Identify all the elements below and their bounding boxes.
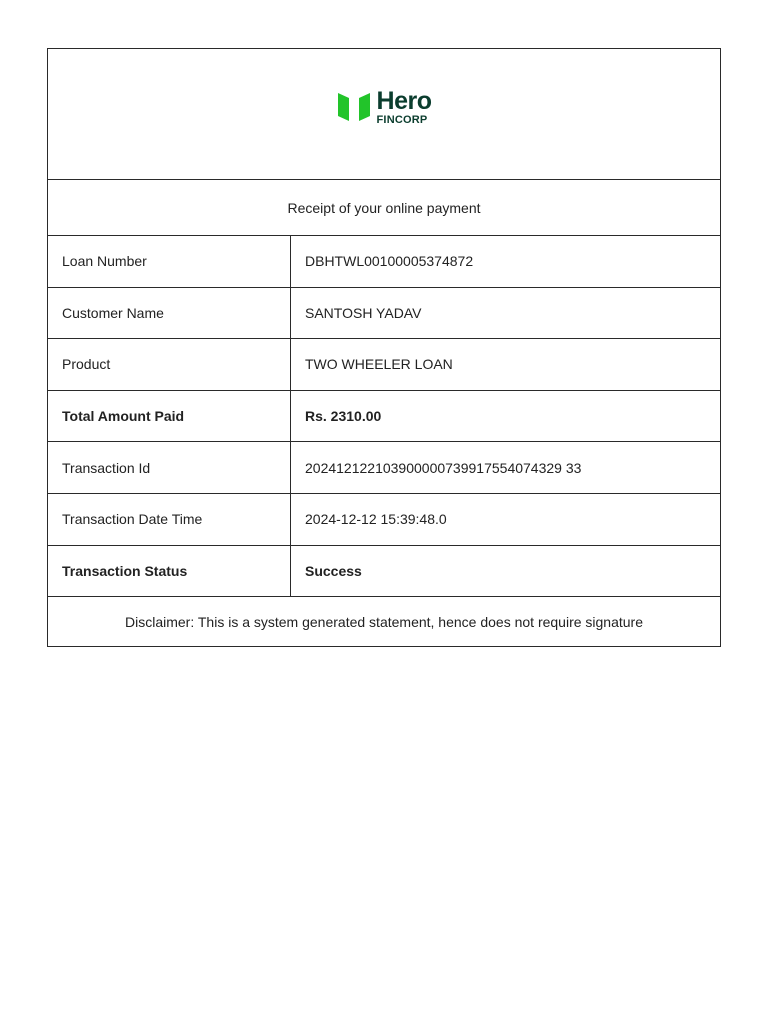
row-value: 2024-12-12 15:39:48.0: [305, 511, 447, 528]
row-label: Transaction Date Time: [48, 494, 291, 545]
row-label: Product: [48, 339, 291, 390]
logo-word: Hero: [376, 86, 432, 115]
table-row-customer-name: [48, 288, 720, 340]
disclaimer: Disclaimer: This is a system generated statement, hence does not require signature: [125, 613, 643, 630]
receipt-title: Receipt of your online payment: [48, 180, 720, 236]
row-label: Transaction Status: [48, 546, 291, 597]
logo-text: [376, 86, 432, 126]
row-label: Total Amount Paid: [48, 391, 291, 442]
payment-receipt: [47, 48, 721, 647]
row-label: Transaction Id: [48, 442, 291, 493]
logo-row: [48, 49, 720, 180]
row-value: 202412122103900000739917554074329 33: [305, 459, 582, 476]
table-row-transaction-id: [48, 442, 720, 494]
table-row-loan-number: [48, 236, 720, 288]
row-label: Customer Name: [48, 288, 291, 339]
hero-fincorp-logo: [337, 86, 432, 126]
row-value: Rs. 2310.00: [305, 408, 382, 425]
table-row-product: [48, 339, 720, 391]
row-label: Loan Number: [48, 236, 291, 287]
row-value: DBHTWL00100005374872: [305, 253, 474, 270]
logo-subword: FINCORP: [376, 113, 428, 126]
row-value: TWO WHEELER LOAN: [305, 356, 453, 373]
table-row-total-amount: [48, 391, 720, 443]
row-value: SANTOSH YADAV: [305, 304, 422, 321]
table-row-transaction-datetime: [48, 494, 720, 546]
table-row-transaction-status: [48, 546, 720, 598]
hero-logo-mark-icon: [337, 90, 371, 124]
status-value: Success: [305, 562, 362, 579]
